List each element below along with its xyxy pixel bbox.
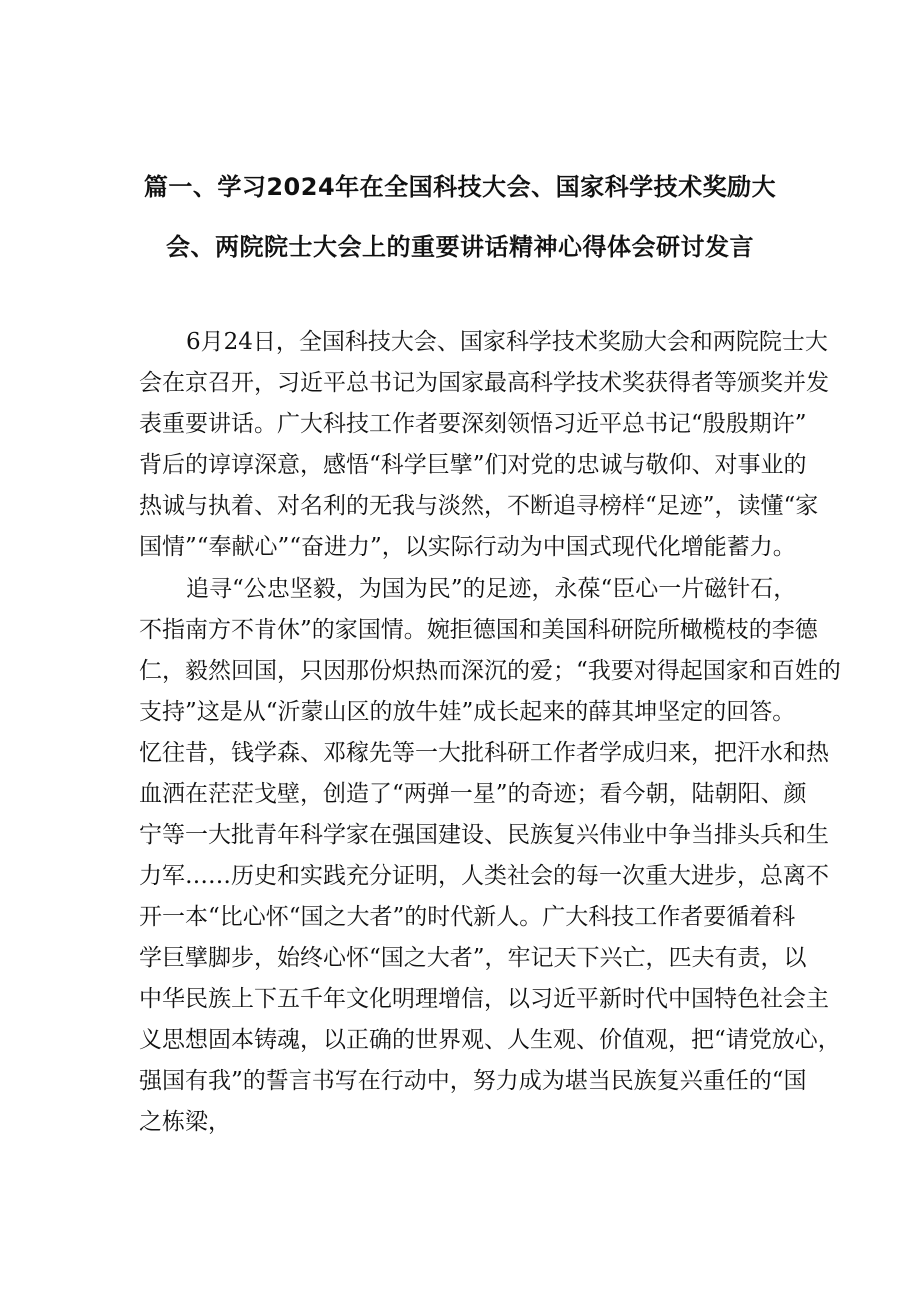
paragraph-line: 国情”“奉献心”“奋进力”，以实际行动为中国式现代化增能蓄力。 — [139, 534, 796, 560]
title-line: 会、两院院士大会上的重要讲话精神心得体会研讨发言 — [166, 233, 754, 261]
paragraph-line: 之栋梁， — [139, 1109, 231, 1135]
title-line: 篇一、学习2024年在全国科技大会、国家科学技术奖励大 — [143, 173, 777, 201]
paragraph-line: 会在京召开，习近平总书记为国家最高科学技术奖获得者等颁奖并发 — [139, 370, 829, 396]
document-title — [0, 166, 920, 268]
paragraph-line: 背后的谆谆深意，感悟“科学巨擘”们对党的忠诚与敬仰、对事业的 — [139, 452, 807, 478]
paragraph-line: 仁，毅然回国，只因那份炽热而深沉的爱；“我要对得起国家和百姓的 — [139, 658, 841, 684]
paragraph-line: 力军……历史和实践充分证明，人类社会的每一次重大进步，总离不 — [139, 863, 829, 889]
paragraph-line: 热诚与执着、对名利的无我与淡然，不断追寻榜样“足迹”，读懂“家 — [139, 493, 819, 519]
paragraph-line: 血洒在茫茫戈壁，创造了“两弹一星”的奇迹；看今朝，陆朝阳、颜 — [139, 781, 807, 807]
paragraph-line: 强国有我”的誓言书写在行动中，努力成为堪当民族复兴重任的“国 — [139, 1068, 807, 1094]
paragraph-line: 宁等一大批青年科学家在强国建设、民族复兴伟业中争当排头兵和生 — [139, 822, 829, 848]
paragraph-1 — [0, 322, 920, 568]
paragraph-2 — [0, 569, 920, 1143]
paragraph-line: 表重要讲话。广大科技工作者要深刻领悟习近平总书记“殷殷期许” — [139, 411, 807, 437]
paragraph-line: 追寻“公忠坚毅，为国为民”的足迹，永葆“臣心一片磁针石， — [186, 576, 797, 602]
paragraph-line: 学巨擘脚步，始终心怀“国之大者”，牢记天下兴亡，匹夫有责，以 — [139, 945, 807, 971]
paragraph-line: 开一本“比心怀“国之大者”的时代新人。广大科技工作者要循着科 — [139, 904, 796, 930]
paragraph-line: 不指南方不肯休”的家国情。婉拒德国和美国科研院所橄榄枝的李德 — [139, 617, 818, 643]
paragraph-line: 支持”这是从“沂蒙山区的放牛娃”成长起来的薛其坤坚定的回答。 — [139, 699, 796, 725]
paragraph-line: 义思想固本铸魂，以正确的世界观、人生观、价值观，把“请党放心， — [139, 1027, 841, 1053]
paragraph-line: 忆往昔，钱学森、邓稼先等一大批科研工作者学成归来，把汗水和热 — [139, 740, 829, 766]
document-body — [0, 322, 920, 1143]
paragraph-line: 6月24日，全国科技大会、国家科学技术奖励大会和两院院士大 — [186, 329, 828, 355]
paragraph-line: 中华民族上下五千年文化明理增信，以习近平新时代中国特色社会主 — [139, 986, 829, 1012]
